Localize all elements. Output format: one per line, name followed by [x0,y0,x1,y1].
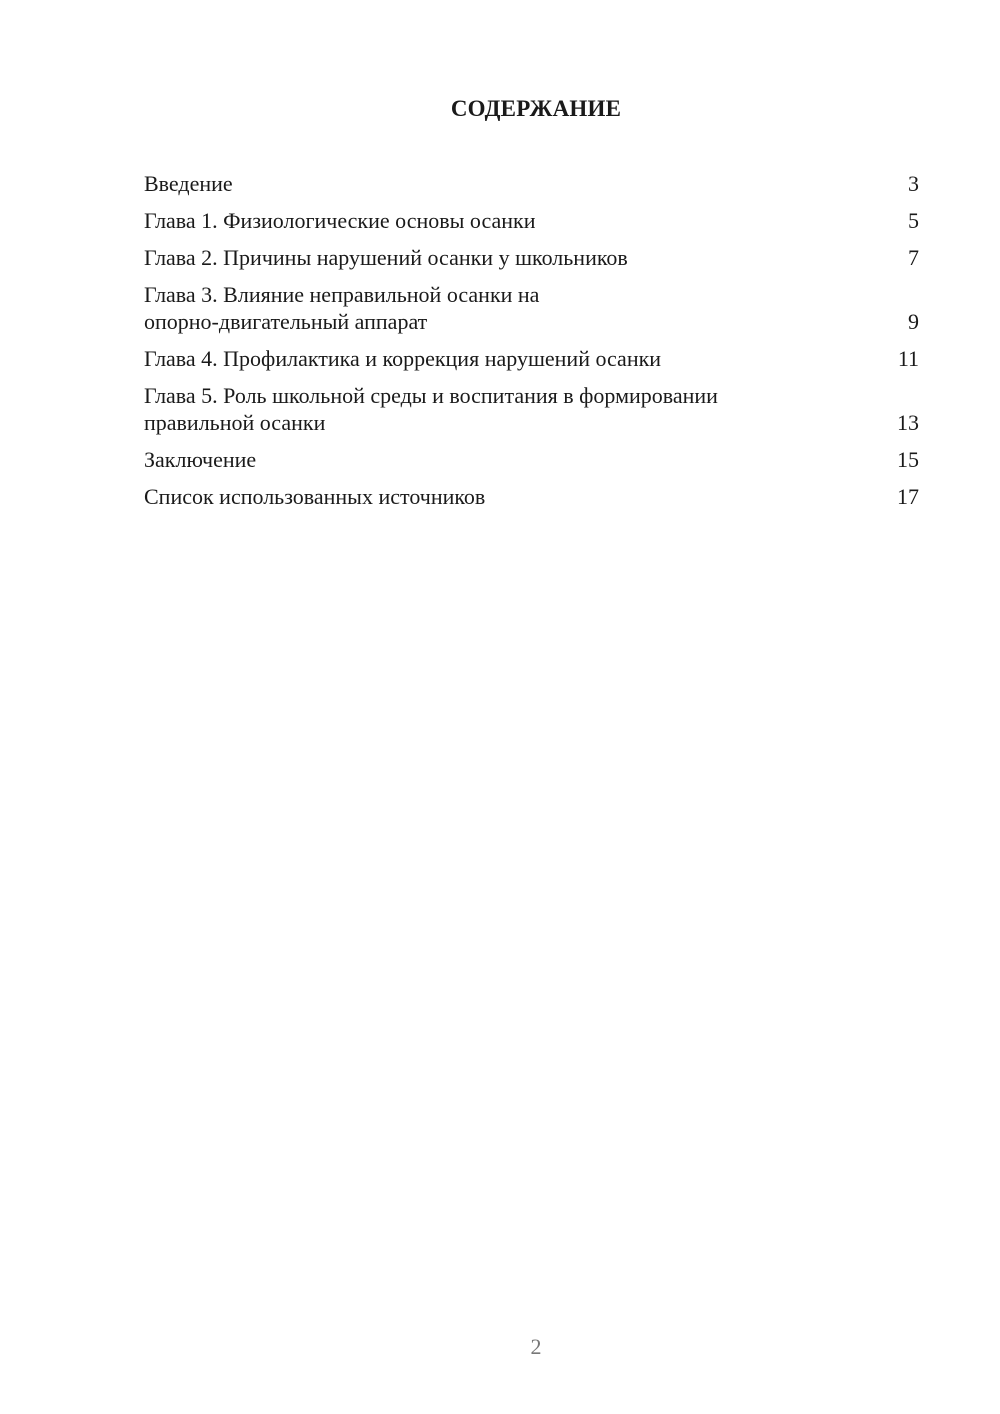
page-number: 2 [530,1334,542,1359]
toc-entry-text [144,483,891,510]
toc-entry-line: Глава 2. Причины нарушений осанки у школьников [144,245,628,270]
toc-entry-chapter-5 [144,382,919,436]
toc-entry-line: опорно-двигательный аппарат [144,309,428,334]
toc-entry-page: 5 [908,208,919,233]
toc-entry-chapter-2 [144,244,919,271]
toc-entry-text [144,207,891,234]
toc-entry-page: 3 [908,171,919,196]
toc-entry-line: Глава 3. Влияние неправильной осанки на [144,282,540,307]
toc-entry-line: Список использованных источников [144,484,486,509]
toc-entry-page: 17 [897,484,919,509]
toc-entry-line: Глава 1. Физиологические основы осанки [144,208,536,233]
toc-entry-references [144,483,919,510]
toc-entry-page: 13 [897,410,919,435]
toc-entry-text [144,281,891,335]
toc-entry-text [144,170,891,197]
page-title: СОДЕРЖАНИЕ [450,96,622,121]
toc-entry-page: 15 [897,447,919,472]
toc-entry-line: Глава 5. Роль школьной среды и воспитания в формировании [144,383,718,408]
toc-entry-text [144,382,891,436]
toc-entry-line: Глава 4. Профилактика и коррекция нарушений осанки [144,346,662,371]
table-of-contents [144,170,919,520]
toc-entry-line: Введение [144,171,233,196]
toc-entry-line: Заключение [144,447,257,472]
toc-entry-page: 9 [908,309,919,334]
toc-entry-conclusion [144,446,919,473]
toc-entry-text [144,446,891,473]
toc-entry-line: правильной осанки [144,410,326,435]
toc-entry-chapter-1 [144,207,919,234]
toc-entry-page: 11 [897,346,919,371]
toc-entry-introduction [144,170,919,197]
toc-entry-page: 7 [908,245,919,270]
toc-entry-chapter-3 [144,281,919,335]
toc-entry-text [144,244,891,271]
toc-entry-text [144,345,891,372]
toc-entry-chapter-4 [144,345,919,372]
